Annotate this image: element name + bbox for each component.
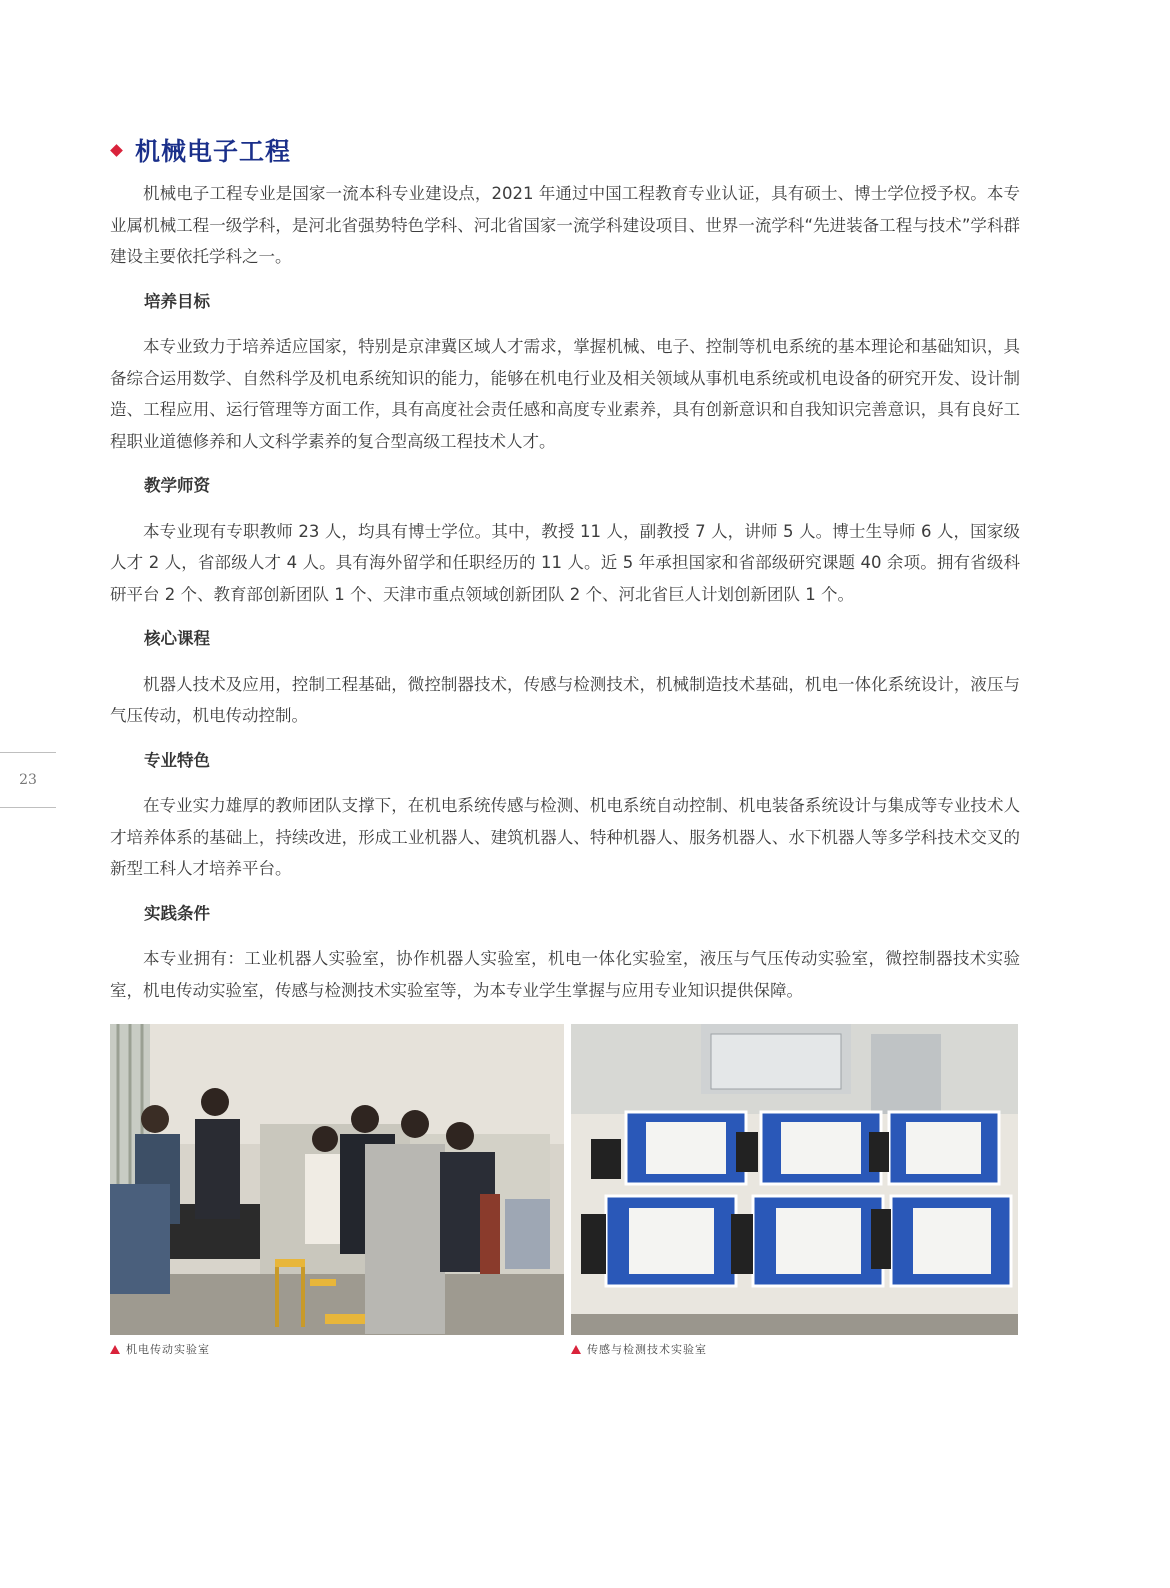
photo-lab-students-illustration [110,1024,564,1335]
page-number-top-rule [0,752,56,753]
triangle-up-icon [571,1345,581,1354]
photo-sensor-boards-illustration [571,1024,1018,1335]
paragraph-features: 在专业实力雄厚的教师团队支撑下，在机电系统传感与检测、机电系统自动控制、机电装备系统设计与集成等专业技术人才培养体系的基础上，持续改进，形成工业机器人、建筑机器人、特种机器人、服务机器人、水下机器人等多学科技术交叉的新型工科人才培养平台。 [110,796,1020,878]
page-number: 23 [19,772,37,788]
triangle-up-icon [110,1345,120,1354]
paragraph-practice: 本专业拥有：工业机器人实验室，协作机器人实验室，机电一体化实验室，液压与气压传动实验室，微控制器技术实验室，机电传动实验室，传感与检测技术实验室等，为本专业学生掌握与应用专业知识提供保障。 [110,949,1020,1000]
intro-paragraph: 机械电子工程专业是国家一流本科专业建设点，2021 年通过中国工程教育专业认证，具有硕士、博士学位授予权。本专业属机械工程一级学科，是河北省强势特色学科、河北省国家一流学科建设项目、世界一流学科“先进装备工程与技术”学科群建设主要依托学科之一。 [110,184,1020,266]
section-title: 机械电子工程 [135,137,292,166]
heading-features: 专业特色 [144,750,210,770]
caption-right [571,1341,707,1357]
caption-left-text: 机电传动实验室 [126,1343,210,1356]
photo-mechatronic-drive-lab [110,1024,564,1335]
page-number-bottom-rule [0,807,56,808]
caption-right-text: 传感与检测技术实验室 [587,1343,707,1356]
heading-faculty: 教学师资 [144,476,210,495]
heading-core-courses: 核心课程 [144,629,210,648]
diamond-bullet-icon [110,144,123,157]
photo-sensor-detection-lab [571,1024,1018,1335]
heading-practice: 实践条件 [144,903,210,923]
paragraph-training-goals: 本专业致力于培养适应国家，特别是京津冀区域人才需求，掌握机械、电子、控制等机电系统的基本理论和基础知识，具备综合运用数学、自然科学及机电系统知识的能力，能够在机电行业及相关领域从事机电系统或机电设备的研究开发、设计制造、工程应用、运行管理等方面工作，具有高度社会责任感和高度专业素养，具有创新意识和自我知识完善意识，具有良好工程职业道德修养和人文科学素养的复合型高级工程技术人才。 [110,337,1020,451]
heading-training-goals: 培养目标 [144,291,210,311]
page-number-block [0,752,56,808]
paragraph-core-courses: 机器人技术及应用，控制工程基础，微控制器技术，传感与检测技术，机械制造技术基础，机电一体化系统设计，液压与气压传动，机电传动控制。 [110,674,1020,725]
paragraph-faculty: 本专业现有专职教师 23 人，均具有博士学位。其中，教授 11 人，副教授 7 人，讲师 5 人。博士生导师 6 人，国家级人才 2 人，省部级人才 4 人。具有海外留学和任职经历的 11 人。近 5 年承担国家和省部级研究课题 40 余项。拥有省级科研平台 2 个、教育部创新团队 1 个、天津市重点领域创新团队 2 个、河北省巨人计划创新团队 1 个。 [110,521,1020,604]
article-body [110,178,1020,1006]
section-title-row [108,132,291,168]
caption-left [110,1341,210,1357]
